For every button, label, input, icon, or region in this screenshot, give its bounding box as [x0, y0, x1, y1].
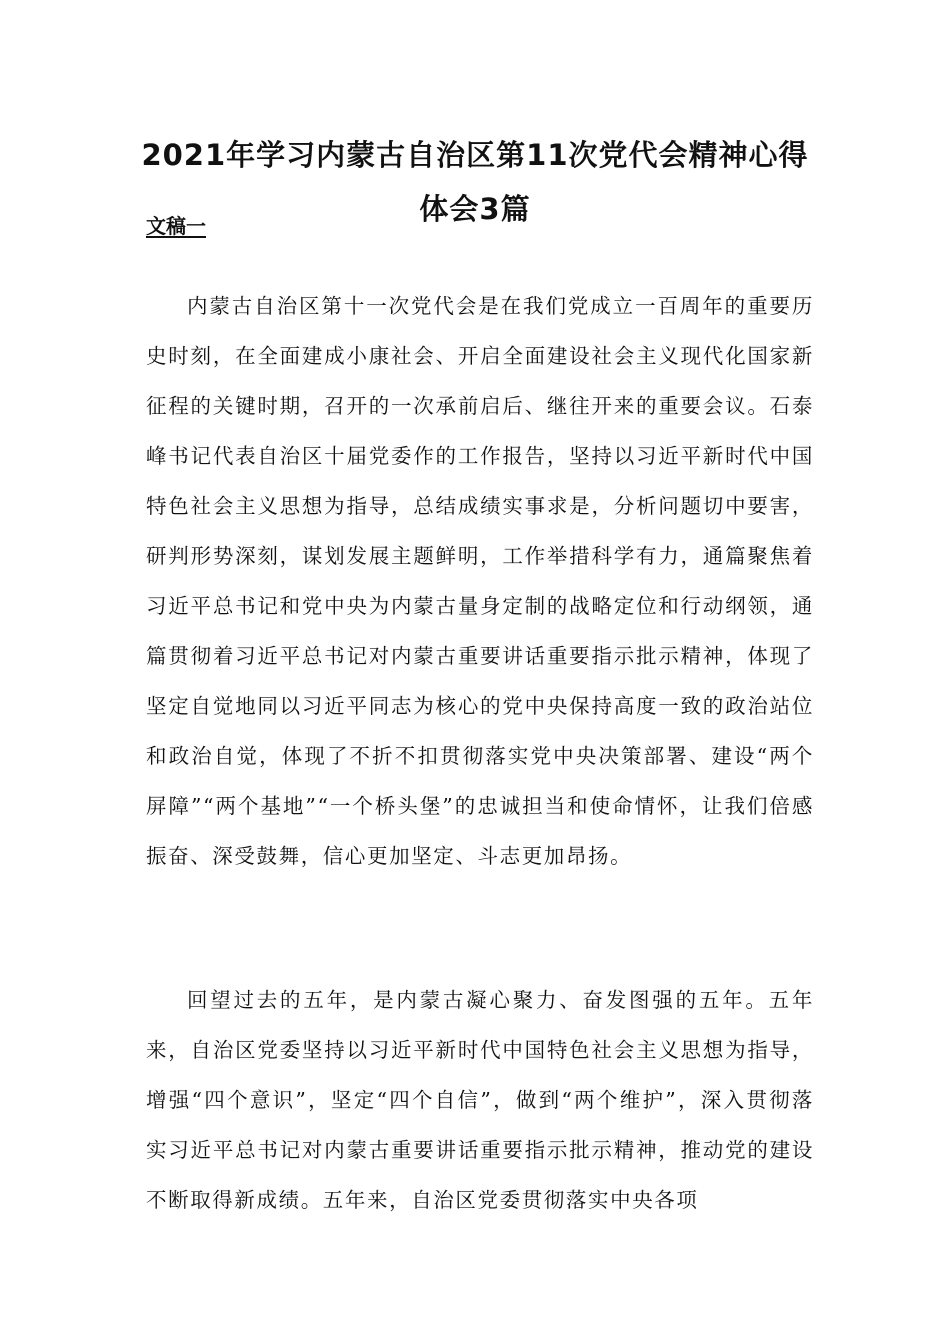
section-heading: 文稿一: [146, 214, 206, 238]
document-title: 2021年学习内蒙古自治区第11次党代会精神心得体会3篇: [141, 138, 809, 226]
paragraph-1: 内蒙古自治区第十一次党代会是在我们党成立一百周年的重要历史时刻，在全面建成小康社会、开启全面建设社会主义现代化国家新征程的关键时期，召开的一次承前启后、继往开来的重要会议。石泰峰书记代表自治区十届党委作的工作报告，坚持以习近平新时代中国特色社会主义思想为指导，总结成绩实事求是，分析问题切中要害，研判形势深刻，谋划发展主题鲜明，工作举措科学有力，通篇聚焦着习近平总书记和党中央为内蒙古量身定制的战略定位和行动纲领，通篇贯彻着习近平总书记对内蒙古重要讲话重要指示批示精神，体现了坚定自觉地同以习近平同志为核心的党中央保持高度一致的政治站位和政治自觉，体现了不折不扣贯彻落实党中央决策部署、建设“两个屏障”“两个基地”“一个桥头堡”的忠诚担当和使命情怀，让我们倍感振奋、深受鼓舞，信心更加坚定、斗志更加昂扬。: [146, 294, 814, 868]
paragraph-2: 回望过去的五年，是内蒙古凝心聚力、奋发图强的五年。五年来，自治区党委坚持以习近平新时代中国特色社会主义思想为指导，增强“四个意识”，坚定“四个自信”，做到“两个维护”，深入贯彻落实习近平总书记对内蒙古重要讲话重要指示批示精神，推动党的建设不断取得新成绩。五年来，自治区党委贯彻落实中央各项: [146, 988, 814, 1212]
